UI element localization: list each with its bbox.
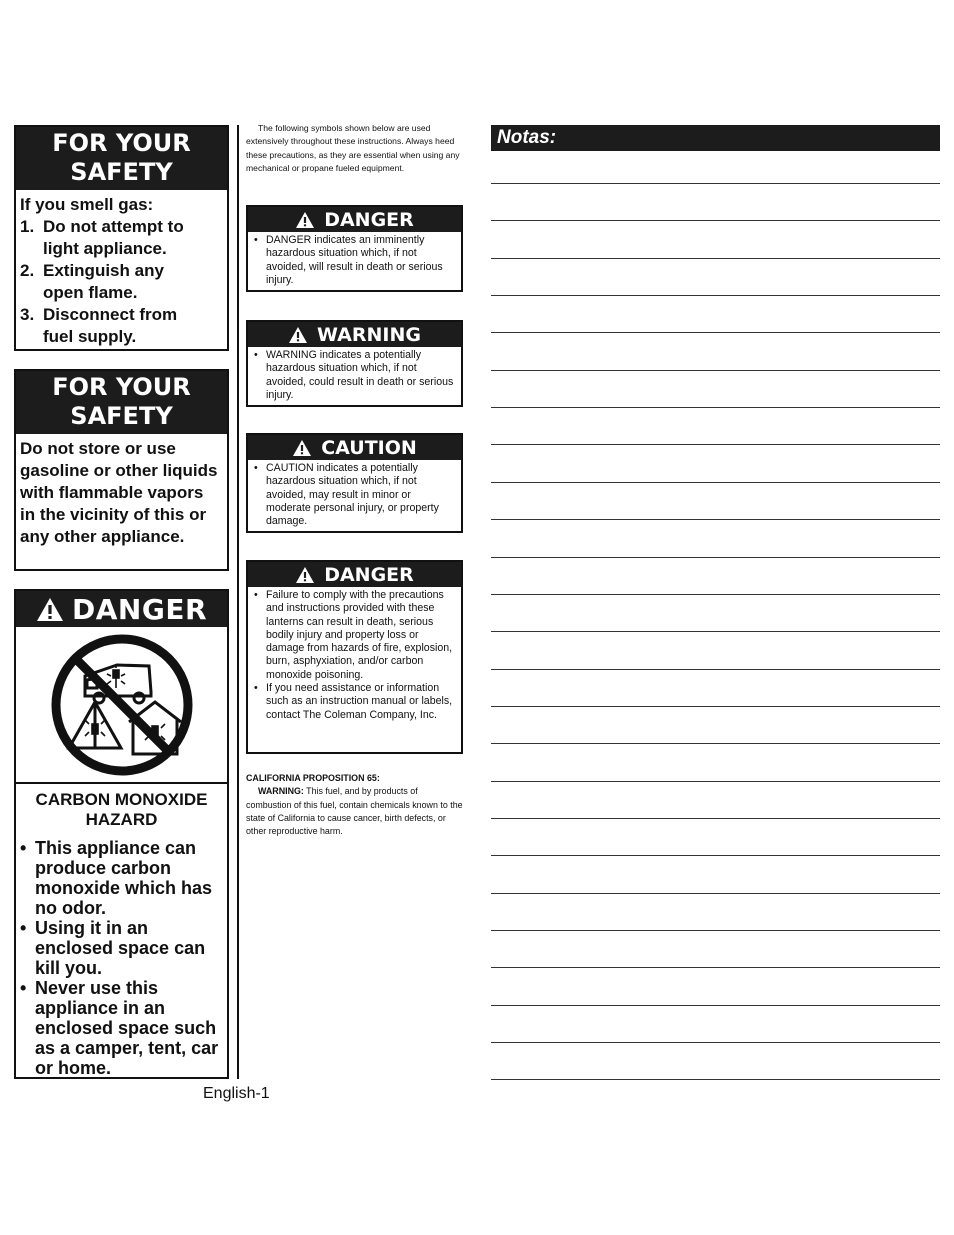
safety-step (20, 304, 222, 348)
bullet: • (254, 462, 258, 474)
page-footer: English-1 (203, 1085, 270, 1102)
note-line (491, 295, 940, 296)
step-number: 3. (20, 305, 35, 324)
hazard-title: DANGER (324, 208, 414, 231)
note-line (491, 967, 940, 968)
note-line (491, 781, 940, 782)
prop65-notice (246, 772, 464, 838)
list-item-text: Failure to comply with the precautions and instructions provided with these lanterns can result in death, serious bodily injury and property loss or damage from hazards of fire, explosion, burn, asphyxiation, and/or carbon monoxide poisoning. (266, 589, 453, 681)
note-line (491, 407, 940, 408)
note-line (491, 332, 940, 333)
note-line (491, 1005, 940, 1006)
safety-box-gas-smell (14, 125, 229, 351)
co-hazard-title (16, 790, 227, 830)
note-line (491, 594, 940, 595)
step-text-line2: open flame. (43, 283, 138, 302)
list-item (252, 682, 457, 722)
step-text-line1: Do not attempt to (43, 217, 184, 236)
hazard-header (248, 435, 461, 460)
prop65-warning-label: WARNING: (258, 786, 304, 797)
note-line (491, 557, 940, 558)
danger-title: DANGER (71, 592, 207, 626)
symbols-intro: The following symbols shown below are used extensively throughout these instructions. Always heed these precautions, as they are essential when using any mechanical or propane fueled equipment. (246, 123, 460, 173)
list-item-text: WARNING indicates a potentially hazardous situation which, if not avoided, could result in death or serious injury. (266, 349, 454, 401)
list-item (252, 349, 457, 402)
bullet: • (20, 918, 27, 938)
note-line (491, 706, 940, 707)
note-line (491, 370, 940, 371)
bullet: • (254, 682, 258, 695)
hazard-body (248, 347, 461, 405)
list-item (252, 462, 457, 528)
warning-triangle-icon (36, 597, 64, 622)
list-item (252, 234, 457, 287)
note-line (491, 930, 940, 931)
hazard-box-warning (246, 320, 463, 407)
hazard-title: CAUTION (321, 436, 417, 459)
co-hazard-title-line2: HAZARD (85, 810, 158, 829)
list-item-text: CAUTION indicates a potentially hazardous situation which, if not avoided, may result in minor or moderate personal injury, or property damage. (266, 462, 439, 528)
hazard-body (248, 587, 461, 725)
note-line (491, 818, 940, 819)
note-line (491, 669, 940, 670)
bullet: • (254, 234, 258, 246)
danger-header (16, 591, 227, 627)
hazard-box-danger-lanterns (246, 560, 463, 754)
hazard-header (248, 562, 461, 587)
list-item (20, 838, 223, 918)
hazard-title: WARNING (317, 323, 421, 346)
bullet: • (20, 838, 27, 858)
bullet: • (254, 349, 258, 361)
note-line (491, 482, 940, 483)
list-item (20, 918, 223, 978)
note-line (491, 258, 940, 259)
step-number: 2. (20, 261, 35, 280)
safety-box-title-line1: FOR YOUR (52, 373, 191, 401)
hazard-body (248, 460, 461, 531)
list-item-text: Never use this appliance in an enclosed space such as a camper, tent, car or home. (35, 978, 219, 1078)
co-danger-box (14, 589, 229, 1079)
step-text-line1: Disconnect from (43, 305, 178, 324)
co-hazard-title-line1: CARBON MONOXIDE (35, 790, 208, 809)
list-item-text: This appliance can produce carbon monoxide which has no odor. (35, 838, 213, 918)
note-line (491, 220, 940, 221)
step-text-line1: Extinguish any (43, 261, 164, 280)
no-indoor-use-icon (47, 632, 197, 778)
prop65-title: CALIFORNIA PROPOSITION 65: (246, 773, 380, 783)
safety-box-title-line1: FOR YOUR (52, 129, 191, 157)
column-divider (237, 125, 239, 1079)
safety-step (20, 260, 222, 304)
note-line (491, 444, 940, 445)
note-line (491, 183, 940, 184)
safety-box-title-line2: SAFETY (70, 158, 173, 186)
warning-triangle-icon (295, 566, 315, 584)
step-text-line2: fuel supply. (43, 327, 137, 346)
warning-triangle-icon (295, 211, 315, 229)
safety-box-body (16, 190, 227, 351)
safety-intro: If you smell gas: (20, 195, 154, 214)
list-item (252, 589, 457, 682)
warning-triangle-icon (292, 439, 312, 457)
note-line (491, 631, 940, 632)
note-line (491, 1042, 940, 1043)
safety-box-body: Do not store or use gasoline or other liquids with flammable vapors in the vicinity of this or any other appliance. (20, 439, 218, 546)
safety-step (20, 216, 222, 260)
list-item (20, 978, 223, 1078)
list-item-text: If you need assistance or information such as an instruction manual or labels, contact The Coleman Company, Inc. (266, 682, 453, 721)
bullet: • (254, 589, 258, 601)
co-hazard-list (16, 838, 227, 1078)
safety-box-title (16, 371, 227, 434)
list-item-text: Using it in an enclosed space can kill you. (35, 918, 206, 978)
hazard-header (248, 322, 461, 347)
co-pictogram (16, 627, 227, 784)
hazard-title: DANGER (324, 563, 414, 586)
hazard-header (248, 207, 461, 232)
safety-steps (20, 216, 222, 348)
prop65-text (246, 785, 464, 838)
note-line (491, 855, 940, 856)
note-line (491, 1079, 940, 1080)
warning-triangle-icon (288, 326, 308, 344)
note-line (491, 519, 940, 520)
note-line (491, 743, 940, 744)
hazard-box-caution (246, 433, 463, 533)
step-number: 1. (20, 217, 35, 236)
notes-header: Notas: (491, 125, 940, 151)
bullet: • (20, 978, 27, 998)
safety-box-title-line2: SAFETY (70, 402, 173, 430)
safety-box-flammable-storage (14, 369, 229, 571)
hazard-box-danger (246, 205, 463, 292)
note-line (491, 893, 940, 894)
hazard-body (248, 232, 461, 290)
safety-box-title (16, 127, 227, 190)
list-item-text: DANGER indicates an imminently hazardous situation which, if not avoided, will result in death or serious injury. (266, 234, 443, 286)
prop65-body: This fuel, and by products of combustion of this fuel, contain chemicals known to the state of California to cause cancer, birth defects, or other reproductive harm. (246, 786, 463, 837)
step-text-line2: light appliance. (43, 239, 167, 258)
